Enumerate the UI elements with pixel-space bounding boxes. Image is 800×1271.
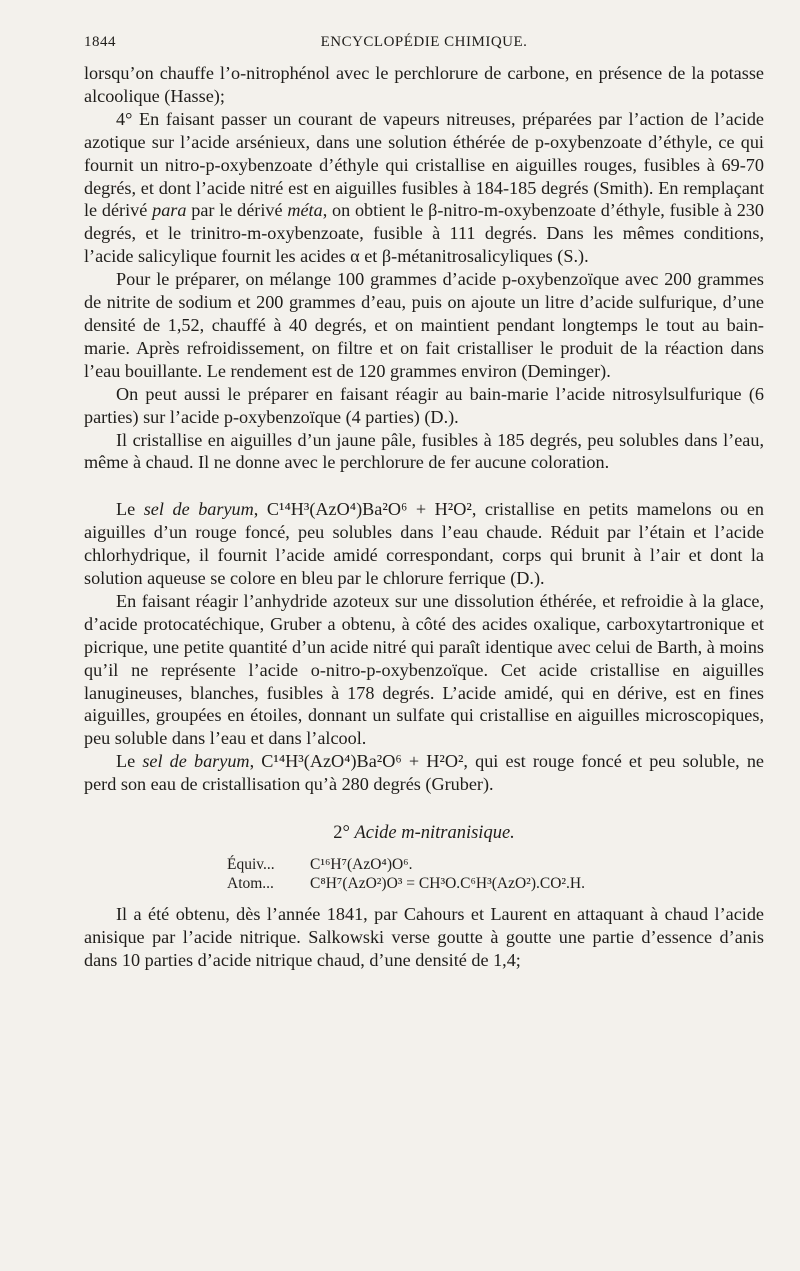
paragraph-text: , on obtient le β-nitro-m-oxybenzoate d’éthyle, fusible à 230 degrés, et le trinitro-m-oxybenzoate, fusible à 111 degrés. Dans les mêmes conditions, l’acide salicylique fournit les acides α et β-métanitrosalicyliques (S.). [84, 200, 764, 267]
chemical-formula: , C¹⁴H³(AzO⁴)Ba²O⁶ + H²O² [253, 499, 472, 520]
paragraph-text: par le dérivé [186, 200, 288, 221]
italic-term: sel de baryum [142, 751, 250, 772]
paragraph-properties: Il cristallise en aiguilles d’un jaune pâle, fusibles à 185 degrés, peu solubles dans l’eau, même à chaud. Il ne donne avec le perchlorure de fer aucune coloration. [84, 429, 764, 473]
paragraph-text: 4° En faisant passer un courant de vapeurs nitreuses, préparées par l’action de l’acide azotique sur l’acide arsénieux, dans une solution éthérée de p-oxybenzoate d’éthyle, ce qui fournit un nitro-p-oxybenzoate d’éthyle qui cristallise en aiguilles rouges, fusibles à 69-70 degrés, et dont l’acide nitré est en aiguilles fusibles à 184-185 degrés (Smith). En remplaçant le dérivé [84, 108, 764, 221]
formula-label: Équiv... [227, 856, 275, 873]
paragraph-history: Il a été obtenu, dès l’année 1841, par Cahours et Laurent en attaquant à chaud l’acide anisique par l’acide nitrique. Salkowski verse goutte à goutte une partie d’essence d’anis dans 10 parties d’acide nitrique chaud, d’une densité de 1,4; [84, 904, 764, 970]
page-header [84, 34, 764, 56]
section-heading [84, 822, 764, 845]
paragraph-method-4 [84, 108, 764, 268]
page-number: 1844 [84, 34, 116, 50]
body-text [84, 62, 764, 972]
italic-term: méta [287, 200, 323, 221]
spacer [84, 474, 764, 498]
formula-block [227, 855, 764, 893]
paragraph-gruber: En faisant réagir l’anhydride azoteux sur une dissolution éthérée, et refroidie à la glace, d’acide protocatéchique, Gruber a obtenu, à côté des acides oxalique, carboxytartronique et picrique, une petite quantité d’un acide nitré qui paraît identique avec celui de Barth, à moins qu’il ne représente l’acide o-nitro-p-oxybenzoïque. Cet acide cristallise en aiguilles lanugineuses, blanches, fusibles à 178 degrés. L’acide amidé, qui en dérive, est en fines aiguilles, groupées en étoiles, donnant un sulfate qui cristallise en aiguilles microscopiques, peu soluble dans l’eau et dans l’alcool. [84, 590, 764, 749]
paragraph-text: , cristallise en petits mamelons ou en aiguilles d’un rouge foncé, peu solubles dans l’eau chaude. Réduit par l’étain et l’acide chlorhydrique, il fournit l’acide amidé correspondant, corps qui brunit à l’air et dont la solution aqueuse se colore en bleu par le chlorure ferrique (D.). [84, 499, 764, 589]
chemical-formula: , C¹⁴H³(AzO⁴)Ba²O⁶ + H²O² [249, 751, 464, 772]
paragraph-text: Le [116, 751, 143, 772]
paragraph-preparation: Pour le préparer, on mélange 100 grammes d’acide p-oxybenzoïque avec 200 grammes de nitrite de sodium et 200 grammes d’eau, puis on ajoute un litre d’acide sulfurique, d’une densité de 1,52, chauffé à 40 degrés, et on maintient pendant longtemps le tout au bain-marie. Après refroidissement, on filtre et on fait cristalliser le produit de la réaction dans l’eau bouillante. Le rendement est de 120 grammes environ (Deminger). [84, 269, 764, 381]
formula-atom [227, 874, 764, 893]
section-number: 2° [333, 823, 350, 844]
paragraph-continuation: lorsqu’on chauffe l’o-nitrophénol avec le perchlorure de carbone, en présence de la potasse alcoolique (Hasse); [84, 63, 764, 106]
paragraph-alternative-preparation: On peut aussi le préparer en faisant réagir au bain-marie l’acide nitrosylsulfurique (6 parties) sur l’acide p-oxybenzoïque (4 parties) (D.). [84, 383, 764, 427]
italic-term: para [152, 200, 187, 221]
spacer [84, 893, 764, 903]
section-title: Acide m-nitranisique. [354, 823, 515, 844]
paragraph-barium-salt [84, 498, 764, 590]
paragraph-text: , qui est rouge foncé et peu soluble, ne perd son eau de cristallisation qu’à 280 degrés (Gruber). [84, 751, 765, 795]
formula-equiv [227, 855, 764, 874]
paragraph-barium-salt-gruber [84, 750, 764, 796]
italic-term: sel de baryum [143, 499, 254, 520]
formula-value: C⁸H⁷(AzO²)O³ = CH³O.C⁶H³(AzO²).CO².H. [310, 875, 585, 892]
formula-value: C¹⁶H⁷(AzO⁴)O⁶. [310, 856, 413, 873]
running-head: ENCYCLOPÉDIE CHIMIQUE. [320, 34, 528, 50]
paragraph-text: Le [116, 499, 144, 520]
formula-label: Atom... [227, 875, 274, 892]
